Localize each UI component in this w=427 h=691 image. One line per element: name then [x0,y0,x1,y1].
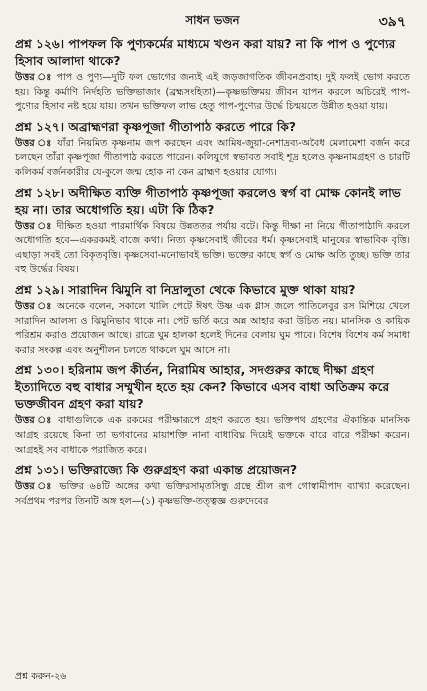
answer-label: উত্তর [15,481,35,493]
answer-colon: ঃ [34,220,57,232]
question-label: প্রশ্ন [15,463,32,478]
answer-colon: ঃ [34,137,58,149]
running-title: সাধন ভজন [185,13,240,27]
answer-colon: ঃ [34,415,58,427]
page-header [15,10,410,32]
question [15,282,410,299]
answer-text: বাধাগুলিকে এক রকমের পরীক্ষারূপে গ্রহণ করতে হয়। ভক্তিপথ গ্রহণের ঐকান্তিক মানসিক আগ্রহ রয়েছে কিনা তা ভগবানের মায়াশক্তি নানা বাধাবিঘ্ন দিয়েই ভক্তকে বারে বারে পরীক্ষা করেন। আগ্রহই সব বাধাকে পরাজিত করে। [15,415,410,456]
answer-text: যাঁরা নিয়মিত কৃষ্ণনাম জপ করছেন এবং আমিষ-জুয়া-নেশাদ্রব্য-অবৈধ মেলামেশা বর্জন করে চলছেন তাঁরা কৃষ্ণপূজা গীতাপাঠ করতে পারেন। কলিযুগে স্বভাবত সবাই শূদ্র হলেও কৃষ্ণনামগ্রহণ ও চারটি কলিকর্ম বর্জনকারীর যে-কুলে জন্ম হোক না কেন ব্রাহ্মণ হওয়ার যোগ্য। [15,137,410,178]
page-footer: প্রশ্ন করুন-২৬ [15,671,67,682]
answer-text: অনেকে বলেন, সকালে খালি পেটে ঈষৎ উষ্ণ এক গ্লাস জলে পাতিলেবুর রস মিশিয়ে খেলে সারাদিন আলস্য ও ঝিমুনিভাব থাকে না। পেট ভর্তি করে অন্ন আহার করা উচিত নয়। মানসিক ও কায়িক পরিশ্রম করাও প্রয়োজন আছে। রাত্রে ঘুম হালকা হলেই দিনের বেলায় ঘুম পাবে। বিশেষ বিশেষ কর্ম সমাধা করার সংকল্প এবং অনুশীলন চলতে থাকলে ঘুম আসে না। [15,300,410,356]
question-label: প্রশ্ন [15,282,32,297]
question-label: প্রশ্ন [15,119,32,134]
answer-label: উত্তর [15,300,35,312]
question [15,119,410,136]
answer-label: উত্তর [15,415,35,427]
question [15,462,410,479]
qa-item [15,362,410,458]
answer [15,220,410,278]
answer [15,137,410,181]
question-text: অদীক্ষিত ব্যক্তি গীতাপাঠ কৃষ্ণপূজা করলেও স্বর্গ বা মোক্ষ কোনই লাভ হয় না। তার অধোগতি হয়। এটা কি ঠিক? [15,185,401,217]
answer-label: উত্তর [15,137,35,149]
answer [15,300,410,358]
qa-item [15,185,410,278]
question [15,362,410,413]
question-text: পাপফল কি পুণ্যকর্মের মাধ্যমে খণ্ডন করা যায়? না কি পাপ ও পুণ্যের হিসাব আলাদা থাকে? [15,37,396,68]
question-text: অব্রাহ্মণরা কৃষ্ণপূজা গীতাপাঠ করতে পারে কি? [68,119,296,134]
answer-label: উত্তর [15,220,35,232]
answer [15,480,410,509]
qa-item [15,119,410,181]
question [15,36,410,70]
qa-list [15,36,410,509]
answer-label: উত্তর [15,72,35,83]
page-number: ৩৯৭ [378,14,406,30]
answer [15,71,410,115]
answer-colon: ঃ [34,72,57,83]
question-number: ১২৮। [36,185,65,200]
answer-text: ভক্তির ৬৪টি অঙ্গের কথা ভক্তিরসামৃতসিন্ধু গ্রন্থে শ্রীল রূপ গোস্বামীপাদ ব্যাখ্যা করেছেন। সর্বপ্রথম পরপর তিনটি অঙ্গ হল—(১) কৃষ্ণভক্তি-তত্ত্বজ্ঞ গুরুদেবের [15,481,410,507]
question-number: ১৩০। [36,363,65,378]
question-label: প্রশ্ন [15,37,32,51]
answer-colon: ঃ [34,481,60,493]
question-number: ১২৯। [36,282,65,297]
question-text: সারাদিন ঝিমুনি বা নিদ্রালুতা থেকে কিভাবে মুক্ত থাকা যায়? [68,282,356,297]
question-text: হরিনাম জপ কীর্তন, নিরামিষ আহার, সদগুরুর কাছে দীক্ষা গ্রহণ ইত্যাদিতে বহু বাধার সম্মুখীন হতে হয় কেন? কিভাবে এসব বাধা অতিক্রম করে ভক্তজীবন গ্রহণ করা যায়? [15,363,390,412]
qa-item [15,282,410,358]
question-number: ১৩১। [36,463,65,478]
answer [15,414,410,458]
question-label: প্রশ্ন [15,185,32,200]
qa-item [15,462,410,509]
question-label: প্রশ্ন [15,363,32,378]
answer-text: পাপ ও পুণ্য—দুটি ফল ভোগের জন্যই এই জড়জাগতিক জীবনপ্রবাহ। দুই ফলই ভোগ করতে হয়। কিন্তু কর্মাণি নির্দহতি ভক্তিভাজাং (ব্রহ্মসংহিতা)—কৃষ্ণভক্তিময় জীবন যাপন করলে অচিরেই পাপ-পুণ্যের হিসাব নষ্ট হয়ে যায়। তখন ভক্তিফল লাভ হেতু পাপ-পুণ্যের উর্দ্ধে চিন্ময়তে উন্নীত হওয়া যায়। [15,72,410,113]
question-text: ভক্তিরাজ্যে কি গুরুগ্রহণ করা একান্ত প্রয়োজন? [68,463,298,478]
qa-item [15,36,410,115]
question-number: ১২৬। [36,37,65,51]
answer-colon: ঃ [34,300,57,312]
answer-text: দীক্ষিত হওয়া পারমার্থিক বিষয়ে উন্নততর পর্যায় বটে। কিন্তু দীক্ষা না নিয়ে গীতাপাঠাদি করলে অধোগতি হবে—একরকমই বাজে কথা। নিত্য কৃষ্ণসেবাই জীবের ধর্ম। কৃষ্ণসেবাই মানুষের স্বাভাবিক বৃত্তি। এছাড়া সবই তো বিকৃতবৃত্তি। কৃষ্ণসেবা-মনোভাবই ভক্তি। ভক্তের কাছে স্বর্গ ও মোক্ষ অতি তুচ্ছ। ভক্তি তার বহু উর্দ্ধের বিষয়। [15,220,410,276]
question-number: ১২৭। [36,119,65,134]
question [15,185,410,219]
